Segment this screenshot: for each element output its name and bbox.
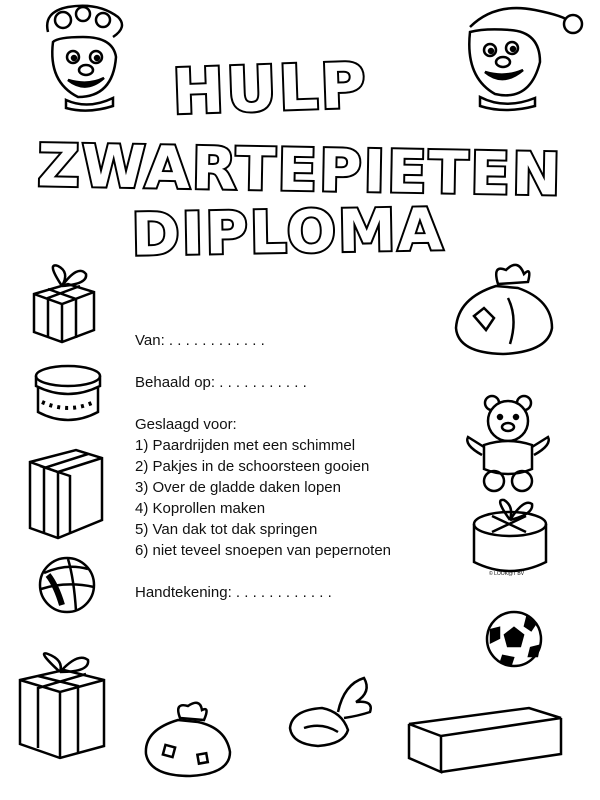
big-gift-icon [16,650,110,760]
small-sack-icon [140,698,236,780]
van-field: Van: . . . . . . . . . . . . [135,332,265,349]
teddy-bear-icon [462,393,554,493]
title-line-2: ZWARTEPIETEN [36,131,564,209]
behaald-op-field: Behaald op: . . . . . . . . . . . [135,374,307,391]
piet-face-left-icon [28,2,138,112]
geslaagd-heading: Geslaagd voor: [135,416,237,433]
sack-icon [448,258,558,358]
soccer-ball-icon [483,608,545,670]
cylinder-gift-icon [470,496,552,580]
copyright-label: © LOOK@T BV [489,571,525,577]
mitre-hat-icon [282,672,382,762]
round-box-icon [32,362,104,426]
wrapped-box-icon [26,448,106,540]
long-box-icon [405,702,565,778]
title-line-3: DIPLOMA [130,195,446,269]
list-item: 6) niet teveel snoepen van pepernoten [135,542,392,559]
list-item: 4) Koprollen maken [135,500,266,517]
list-item: 3) Over de gladde daken lopen [135,479,341,496]
piet-face-right-icon [455,2,585,112]
gift-icon [28,258,100,346]
list-item: 1) Paardrijden met een schimmel [135,437,356,454]
list-item: 5) Van dak tot dak springen [135,521,318,538]
ball-icon [36,555,98,615]
title-line-1: HULP [171,48,369,129]
diploma-form [135,330,455,603]
handtekening-field: Handtekening: . . . . . . . . . . . . [135,584,332,601]
list-item: 2) Pakjes in de schoorsteen gooien [135,458,370,475]
